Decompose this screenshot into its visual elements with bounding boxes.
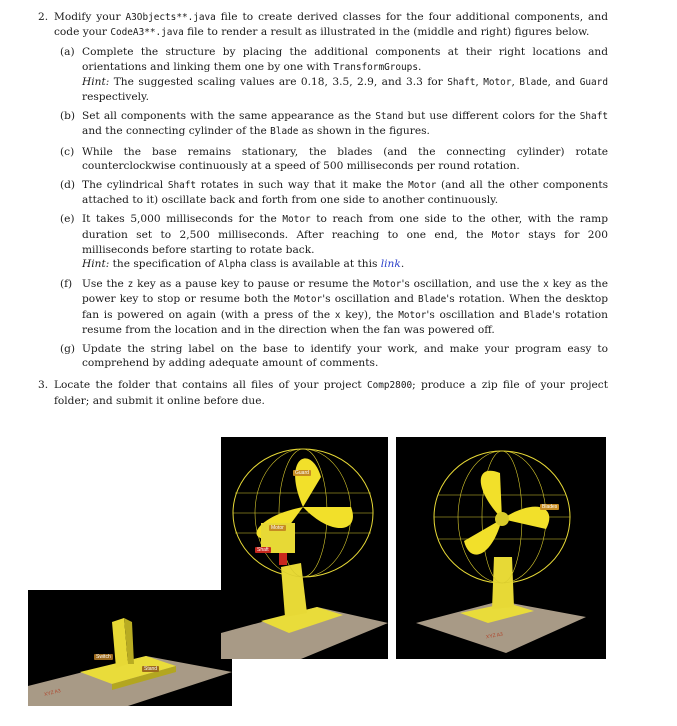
assignment-document xyxy=(38,10,608,414)
subitem-text: key as the power key to stop or resume both the xyxy=(82,278,608,306)
hint-text: respectively. xyxy=(82,91,149,104)
code-term: Motor xyxy=(398,309,427,321)
fan-front-render xyxy=(396,437,606,659)
subitem-f-text xyxy=(82,277,608,337)
code-term: Motor xyxy=(483,76,512,88)
base-label: XYZ A3 xyxy=(485,631,504,641)
code-term: Motor xyxy=(408,180,437,192)
subitem-c xyxy=(54,145,608,173)
subitem-a xyxy=(54,45,608,104)
code-term: Shaft xyxy=(447,76,476,88)
subitem-c-label: (c) xyxy=(60,145,75,158)
subitem-text: The cylindrical xyxy=(82,179,168,192)
subitem-text: key as a pause key to pause or resume the xyxy=(133,278,374,291)
subitem-text: rotates in such way that it make the xyxy=(196,179,409,192)
item-2-text: file to render a result as illustrated in the (middle and right) figures below. xyxy=(183,26,590,39)
hint-text: , and xyxy=(547,75,580,88)
subitem-b-label: (b) xyxy=(60,110,76,123)
guard-tag: Guard xyxy=(295,470,309,476)
subitem-d xyxy=(54,178,608,207)
code-term: x xyxy=(543,279,549,291)
item-3-number: 3. xyxy=(38,379,49,392)
subitem-c-text: While the base remains stationary, the blades (and the connecting cylinder) rotate counterclockwise continuously at a speed of 500 milliseconds per round rotation. xyxy=(82,145,608,172)
subitem-text: as shown in the figures. xyxy=(298,125,430,138)
hint-label: Hint: xyxy=(82,75,110,88)
subitem-b xyxy=(54,109,608,139)
stand-column xyxy=(281,563,307,617)
figure-stand xyxy=(28,590,232,706)
alpha-spec-link[interactable]: link xyxy=(380,258,401,271)
subitem-e-label: (e) xyxy=(60,213,75,226)
stand-tag: Stand xyxy=(144,666,158,672)
subitem-g-text: Update the string label on the base to identify your work, and make your program easy to comprehend by adding adequate amount of comments. xyxy=(82,343,608,370)
subitem-g-label: (g) xyxy=(60,343,76,356)
subitem-text: 's rotation. When the desktop fan is powered on again (with a press of the xyxy=(82,293,608,321)
blade xyxy=(502,507,549,529)
item-2-body xyxy=(54,10,608,370)
figure-fan-side xyxy=(221,437,388,659)
hint-text: , xyxy=(475,75,484,88)
subitem-d-text xyxy=(82,178,608,207)
subitem-g xyxy=(54,342,608,370)
code-term: Blade xyxy=(523,309,553,321)
code-term: Blade xyxy=(270,126,299,138)
code-term: Motor xyxy=(491,229,520,241)
code-term: Guard xyxy=(579,76,608,88)
code-term: Shaft xyxy=(167,180,197,192)
hint-text: class is available at this xyxy=(246,258,381,271)
code-term: Blade xyxy=(519,76,548,88)
subitem-text: Use the xyxy=(82,278,128,291)
subitem-text: Set all components with the same appearance as the xyxy=(82,110,376,123)
switch-tag: Switch xyxy=(96,654,111,660)
code-term: TransformGroups xyxy=(333,61,418,73)
code-term: Shaft xyxy=(579,111,608,123)
blade xyxy=(303,507,353,528)
blade-hub xyxy=(495,512,509,526)
item-3-body xyxy=(54,378,608,407)
item-2-text: file to create derived classes for the four additional components, and code your xyxy=(54,11,608,39)
code-term: Stand xyxy=(375,111,404,123)
subitem-text: 's oscillation, and use the xyxy=(401,278,544,291)
subitem-a-label: (a) xyxy=(60,46,75,59)
item-3-text: ; produce a zip file of your project folder; and submit it online before due. xyxy=(54,379,608,407)
subitem-text: stays for 200 milliseconds before starting to rotate back. xyxy=(82,228,609,256)
item-2-code-objects: A3Objects**.java xyxy=(125,12,216,23)
subitem-text: (and all the other components attached to it) oscillate back and forth from one side to another continuously. xyxy=(82,179,609,207)
code-term: Motor xyxy=(293,294,323,306)
motor-tag: Motor xyxy=(271,525,284,531)
subitem-text: 's oscillation and xyxy=(322,293,419,306)
subitem-f-label: (f) xyxy=(60,278,73,291)
item-2-code-main: CodeA3**.java xyxy=(110,27,184,39)
subitem-text: 's rotation resume from the location and in the direction when the fan was powered off. xyxy=(82,308,608,336)
subitem-text: to reach from one side to the other, with the ramp duration set to 2,500 milliseconds. After reaching to one end, the xyxy=(82,213,608,241)
subitem-text: 's oscillation and xyxy=(426,308,524,321)
subitem-text: and the connecting cylinder of the xyxy=(82,125,271,138)
hint-text: the specification of xyxy=(109,258,219,271)
code-term: Blade xyxy=(418,294,447,306)
subitem-text: key), the xyxy=(340,308,399,321)
code-term: Motor xyxy=(373,279,402,291)
figure-fan-front xyxy=(396,437,606,659)
blade xyxy=(464,519,502,555)
subitem-b-text xyxy=(82,109,608,139)
subitem-e-text xyxy=(82,212,608,272)
subitem-d-label: (d) xyxy=(60,179,76,192)
item-2-text: Modify your xyxy=(54,11,126,23)
code-term: Alpha xyxy=(218,259,247,271)
code-term: Comp2800 xyxy=(366,380,413,392)
code-term: x xyxy=(334,309,341,321)
blade xyxy=(295,458,321,507)
hint-text: The suggested scaling values are 0.18, 3.5, 2.9, and 3.3 for xyxy=(109,75,448,88)
code-term: z xyxy=(127,279,134,291)
hint-text: , xyxy=(511,75,520,88)
shaft xyxy=(279,553,287,565)
hint-text: . xyxy=(400,258,405,271)
item-3-text: Locate the folder that contains all files of your project xyxy=(54,379,367,392)
shaft-tag: Shaft xyxy=(257,547,269,553)
subitem-text: but use different colors for the xyxy=(403,110,580,123)
subitem-f xyxy=(54,277,608,337)
subitem-a-text xyxy=(82,45,608,104)
item-2 xyxy=(38,10,608,370)
subitem-e xyxy=(54,212,608,272)
subitem-text: Complete the structure by placing the additional components at their right locations and orientations and linking them one by one with xyxy=(82,46,608,73)
item-3 xyxy=(38,378,608,407)
blades-tag: Blades xyxy=(542,504,558,510)
hint-label: Hint: xyxy=(82,258,110,271)
base-label: XYZ A3 xyxy=(43,688,62,698)
subitem-text: It takes 5,000 milliseconds for the xyxy=(82,213,283,226)
code-term: Motor xyxy=(282,214,311,226)
item-2-number: 2. xyxy=(38,11,49,23)
subitem-text: . xyxy=(417,60,422,73)
